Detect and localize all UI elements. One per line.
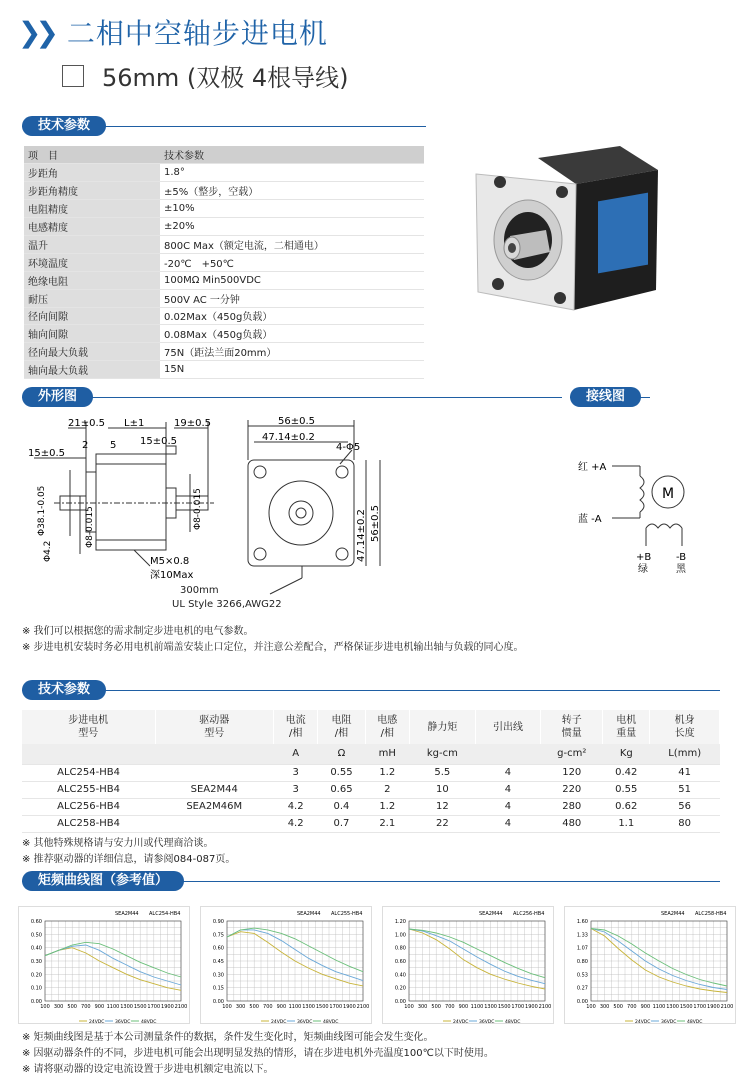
unit-cell: Kg: [603, 744, 650, 764]
spec-value: -20℃ +50℃: [160, 253, 424, 271]
column-header: 引出线: [475, 710, 541, 744]
spec-key: 径向间隙: [24, 307, 160, 325]
spec-key: 轴向间隙: [24, 325, 160, 343]
y-tick-label: 1.60: [576, 919, 588, 925]
x-tick-label: 2100: [174, 1004, 188, 1010]
torque-curve-chart: [382, 906, 554, 1024]
spec-value: 0.02Max（450g负载）: [160, 307, 424, 325]
table-cell: 0.65: [318, 781, 365, 798]
table-cell: 1.2: [365, 764, 409, 781]
x-tick-label: 1700: [693, 1004, 707, 1010]
column-header: 电机 重量: [603, 710, 650, 744]
x-tick-label: 1300: [120, 1004, 133, 1010]
dim-21: 21±0.5: [68, 418, 106, 429]
table-cell: 2: [365, 781, 409, 798]
cable-spec: UL Style 3266,AWG22: [172, 599, 282, 610]
column-header: 步进电机 型号: [22, 710, 155, 744]
chart-motor-label: ALC256-HB4: [513, 911, 545, 917]
driver-model: [155, 815, 273, 832]
y-tick-label: 0.10: [30, 985, 42, 992]
x-tick-label: 1500: [497, 1004, 511, 1010]
legend-label: 24VDC: [271, 1020, 287, 1024]
wire-bminus-label: -B: [676, 552, 687, 563]
dim-19: 19±0.5: [174, 418, 212, 429]
y-tick-label: 0.00: [30, 999, 42, 1005]
dim-depth: 深10Max: [150, 570, 194, 581]
spec-row: [24, 146, 424, 164]
spec-row: [24, 253, 424, 271]
x-tick-label: 300: [53, 1004, 64, 1010]
unit-cell: [475, 744, 541, 764]
dim-15-left: 15±0.5: [28, 448, 66, 459]
dim-56-top: 56±0.5: [278, 416, 316, 427]
table-cell: 0.42: [603, 764, 650, 781]
motor-model: ALC255-HB4: [22, 781, 155, 798]
x-tick-label: 300: [599, 1004, 610, 1010]
unit-cell: [155, 744, 273, 764]
x-tick-label: 1900: [161, 1004, 174, 1010]
spec-row: [24, 343, 424, 361]
spec-row: [24, 164, 424, 182]
table-cell: 5.5: [410, 764, 476, 781]
unit-cell: mH: [365, 744, 409, 764]
x-tick-label: 1300: [484, 1004, 497, 1010]
table-row: [22, 815, 720, 832]
x-tick-label: 900: [276, 1004, 287, 1010]
y-tick-label: 0.27: [576, 985, 588, 992]
table-cell: 480: [541, 815, 603, 832]
dim-4phi5: 4-Φ5: [336, 442, 361, 453]
x-tick-label: 300: [235, 1004, 246, 1010]
y-tick-label: 0.00: [394, 999, 406, 1005]
y-tick-label: 0.60: [30, 919, 42, 925]
y-tick-label: 0.90: [212, 919, 224, 925]
y-tick-label: 0.80: [394, 945, 406, 952]
table-cell: 2.1: [365, 815, 409, 832]
dim-15-top: 15±0.5: [140, 436, 178, 447]
unit-cell: [22, 744, 155, 764]
x-tick-label: 900: [640, 1004, 651, 1010]
legend-label: 36VDC: [479, 1020, 495, 1024]
table-cell: 3: [273, 781, 317, 798]
dim-2: 2: [82, 440, 89, 451]
note-line: ※ 步进电机安装时务必用电机前端盖安装止口定位，并注意公差配合，严格保证步进电机输出轴与负载的同心度。: [22, 642, 524, 653]
y-tick-label: 0.53: [576, 972, 588, 979]
spec-key: 项 目: [24, 146, 160, 164]
spec-key: 温升: [24, 235, 160, 253]
dim-phi38: Φ38.1-0.05: [37, 485, 47, 536]
table-cell: 1.1: [603, 815, 650, 832]
torque-curve-chart: [200, 906, 372, 1024]
table-row: [22, 798, 720, 815]
column-header: 驱动器 型号: [155, 710, 273, 744]
spec-value: 技术参数: [160, 146, 424, 164]
spec-value: 500V AC 一分钟: [160, 289, 424, 307]
unit-cell: L(mm): [650, 744, 720, 764]
spec-row: [24, 235, 424, 253]
torque-curve-chart: [564, 906, 736, 1024]
x-tick-label: 900: [94, 1004, 105, 1010]
y-tick-label: 0.40: [394, 972, 406, 979]
chart-motor-label: ALC254-HB4: [149, 911, 181, 917]
section-heading-model-table: 技术参数: [22, 680, 106, 700]
x-tick-label: 700: [263, 1004, 273, 1010]
table-cell: 41: [650, 764, 720, 781]
table-cell: 22: [410, 815, 476, 832]
legend-label: 36VDC: [297, 1020, 313, 1024]
y-tick-label: 1.33: [576, 932, 588, 939]
x-tick-label: 1500: [315, 1004, 329, 1010]
table-cell: 220: [541, 781, 603, 798]
spec-key: 电阻精度: [24, 200, 160, 218]
spec-key: 耐压: [24, 289, 160, 307]
front-view-drawing: [220, 414, 400, 614]
table-cell: 120: [541, 764, 603, 781]
x-tick-label: 1500: [133, 1004, 147, 1010]
x-tick-label: 1100: [652, 1004, 666, 1010]
note-line: ※ 其他特殊规格请与安力川或代理商洽谈。: [22, 838, 214, 849]
x-tick-label: 500: [613, 1004, 623, 1010]
spec-value: 15N: [160, 361, 424, 379]
legend-label: 24VDC: [635, 1020, 651, 1024]
x-tick-label: 500: [431, 1004, 441, 1010]
title-text: 二相中空轴步进电机: [66, 17, 328, 50]
chart-motor-label: ALC258-HB4: [695, 911, 727, 917]
spec-value: 75N（距法兰面20mm）: [160, 343, 424, 361]
x-tick-label: 2100: [538, 1004, 552, 1010]
page-title: [18, 12, 328, 52]
y-tick-label: 0.30: [30, 959, 42, 965]
x-tick-label: 1700: [329, 1004, 343, 1010]
y-tick-label: 0.80: [576, 959, 588, 965]
x-tick-label: 1900: [525, 1004, 538, 1010]
x-tick-label: 500: [249, 1004, 259, 1010]
subtitle-text: 56mm (双极 4根导线): [102, 64, 349, 92]
spec-value: ±20%: [160, 218, 424, 236]
spec-value: 0.08Max（450g负载）: [160, 325, 424, 343]
dim-phi8-right: Φ8-0.015: [193, 488, 203, 530]
legend-label: 36VDC: [115, 1020, 131, 1024]
x-tick-label: 2100: [356, 1004, 370, 1010]
unit-cell: g-cm²: [541, 744, 603, 764]
dim-thread: M5×0.8: [150, 556, 190, 567]
y-tick-label: 0.20: [30, 972, 42, 979]
section-heading-wiring: 接线图: [570, 387, 641, 407]
table-cell: 0.55: [603, 781, 650, 798]
spec-row: [24, 200, 424, 218]
x-tick-label: 1300: [666, 1004, 679, 1010]
table-cell: 4: [475, 764, 541, 781]
spec-value: ±10%: [160, 200, 424, 218]
column-header: 转子 惯量: [541, 710, 603, 744]
driver-model: SEA2M46M: [155, 798, 273, 815]
spec-key: 轴向最大负载: [24, 361, 160, 379]
column-header: 机身 长度: [650, 710, 720, 744]
spec-value: ±5%（整步，空载）: [160, 182, 424, 200]
y-tick-label: 0.00: [576, 999, 588, 1005]
unit-cell: A: [273, 744, 317, 764]
column-header: 静力矩: [410, 710, 476, 744]
y-tick-label: 0.15: [212, 985, 224, 992]
chart-drive-label: SEA2M44: [297, 911, 321, 917]
y-tick-label: 0.45: [212, 959, 224, 965]
table-cell: 4: [475, 798, 541, 815]
model-table: [22, 710, 720, 833]
table-cell: 0.62: [603, 798, 650, 815]
wire-red-label: 红 +A: [578, 462, 607, 473]
x-tick-label: 700: [445, 1004, 455, 1010]
chart-motor-label: ALC255-HB4: [331, 911, 363, 917]
legend-label: 48VDC: [687, 1020, 703, 1024]
x-tick-label: 100: [586, 1004, 596, 1010]
column-header: 电感 /相: [365, 710, 409, 744]
torque-curve-chart: [18, 906, 190, 1024]
spec-row: [24, 307, 424, 325]
table-cell: 4.2: [273, 815, 317, 832]
chart-drive-label: SEA2M44: [661, 911, 685, 917]
x-tick-label: 1900: [343, 1004, 356, 1010]
y-tick-label: 0.30: [212, 972, 224, 979]
table-cell: 10: [410, 781, 476, 798]
unit-cell: Ω: [318, 744, 365, 764]
table-cell: 3: [273, 764, 317, 781]
section-divider: [22, 397, 562, 398]
note-line: ※ 因驱动器条件的不同，步进电机可能会出现明显发热的情形，请在步进电机外壳温度100℃以下时使用。: [22, 1048, 494, 1059]
spec-value: 800C Max（额定电流，二相通电）: [160, 235, 424, 253]
driver-model: [155, 764, 273, 781]
dim-phi42: Φ4.2: [43, 540, 53, 562]
y-tick-label: 1.20: [394, 919, 406, 925]
dim-56-right: 56±0.5: [370, 504, 381, 542]
x-tick-label: 900: [458, 1004, 469, 1010]
x-tick-label: 1900: [707, 1004, 720, 1010]
spec-table: [24, 146, 424, 379]
checkbox-icon: [62, 65, 84, 87]
motor-model: ALC254-HB4: [22, 764, 155, 781]
table-cell: 4: [475, 815, 541, 832]
x-tick-label: 100: [222, 1004, 232, 1010]
x-tick-label: 1100: [288, 1004, 302, 1010]
dim-47-right: 47.14±0.2: [356, 509, 367, 562]
table-header-row: [22, 710, 720, 744]
chart-drive-label: SEA2M44: [115, 911, 139, 917]
chart-drive-label: SEA2M44: [479, 911, 503, 917]
table-cell: 1.2: [365, 798, 409, 815]
x-tick-label: 1500: [679, 1004, 693, 1010]
table-cell: 80: [650, 815, 720, 832]
spec-row: [24, 361, 424, 379]
table-cell: 56: [650, 798, 720, 815]
side-view-drawing: [24, 414, 224, 614]
motor-symbol: M: [662, 486, 675, 502]
x-tick-label: 1300: [302, 1004, 315, 1010]
table-cell: 51: [650, 781, 720, 798]
legend-label: 36VDC: [661, 1020, 677, 1024]
dim-L: L±1: [124, 418, 145, 429]
x-tick-label: 100: [404, 1004, 414, 1010]
y-tick-label: 0.60: [212, 945, 224, 952]
unit-cell: kg-cm: [410, 744, 476, 764]
table-row: [22, 781, 720, 798]
spec-value: 1.8°: [160, 164, 424, 182]
spec-value: 100MΩ Min500VDC: [160, 271, 424, 289]
section-heading-outline: 外形图: [22, 387, 93, 407]
spec-key: 步距角精度: [24, 182, 160, 200]
units-row: [22, 744, 720, 764]
spec-row: [24, 271, 424, 289]
motor-photo: [470, 140, 670, 330]
note-line: ※ 请将驱动器的设定电流设置于步进电机额定电流以下。: [22, 1064, 274, 1075]
table-cell: 0.55: [318, 764, 365, 781]
section-divider: [22, 690, 720, 691]
spec-key: 环境温度: [24, 253, 160, 271]
spec-row: [24, 325, 424, 343]
y-tick-label: 0.50: [30, 932, 42, 939]
x-tick-label: 100: [40, 1004, 50, 1010]
spec-key: 电感精度: [24, 218, 160, 236]
x-tick-label: 300: [417, 1004, 428, 1010]
table-cell: 0.7: [318, 815, 365, 832]
y-tick-label: 0.00: [212, 999, 224, 1005]
x-tick-label: 1700: [147, 1004, 161, 1010]
x-tick-label: 1100: [470, 1004, 484, 1010]
table-cell: 12: [410, 798, 476, 815]
legend-label: 24VDC: [89, 1020, 105, 1024]
column-header: 电阻 /相: [318, 710, 365, 744]
wire-black-label: 黑: [676, 564, 686, 575]
table-cell: 4.2: [273, 798, 317, 815]
legend-label: 48VDC: [141, 1020, 157, 1024]
note-line: ※ 矩频曲线图是基于本公司测量条件的数据，条件发生变化时，矩频曲线图可能会发生变化。: [22, 1032, 434, 1043]
x-tick-label: 1700: [511, 1004, 525, 1010]
motor-model: ALC256-HB4: [22, 798, 155, 815]
dim-5: 5: [110, 440, 117, 451]
table-cell: 280: [541, 798, 603, 815]
column-header: 电流 /相: [273, 710, 317, 744]
x-tick-label: 2100: [720, 1004, 734, 1010]
spec-row: [24, 218, 424, 236]
dim-phi8-left: Φ8-0.015: [85, 506, 95, 548]
spec-row: [24, 182, 424, 200]
legend-label: 48VDC: [505, 1020, 521, 1024]
legend-label: 24VDC: [453, 1020, 469, 1024]
y-tick-label: 0.40: [30, 945, 42, 952]
note-line: ※ 推荐驱动器的详细信息，请参阅084-087页。: [22, 854, 236, 865]
table-row: [22, 764, 720, 781]
x-tick-label: 1100: [106, 1004, 120, 1010]
driver-model: SEA2M44: [155, 781, 273, 798]
y-tick-label: 0.20: [394, 985, 406, 992]
table-cell: 0.4: [318, 798, 365, 815]
spec-row: [24, 289, 424, 307]
x-tick-label: 700: [627, 1004, 637, 1010]
section-heading-spec: 技术参数: [22, 116, 106, 136]
wiring-diagram: [560, 420, 740, 580]
page-subtitle: [62, 58, 349, 93]
x-tick-label: 500: [67, 1004, 77, 1010]
cable-length: 300mm: [180, 585, 219, 596]
spec-key: 径向最大负载: [24, 343, 160, 361]
x-tick-label: 700: [81, 1004, 91, 1010]
spec-key: 绝缘电阻: [24, 271, 160, 289]
y-tick-label: 1.00: [394, 932, 406, 939]
y-tick-label: 0.75: [212, 932, 224, 939]
wire-green-label: 绿: [638, 564, 648, 575]
motor-model: ALC258-HB4: [22, 815, 155, 832]
y-tick-label: 0.60: [394, 959, 406, 965]
double-chevron-icon: ❯❯: [18, 15, 53, 49]
dim-47-top: 47.14±0.2: [262, 432, 315, 443]
y-tick-label: 1.07: [576, 945, 588, 952]
legend-label: 48VDC: [323, 1020, 339, 1024]
spec-key: 步距角: [24, 164, 160, 182]
wire-bplus-label: +B: [636, 552, 652, 563]
table-cell: 4: [475, 781, 541, 798]
wire-blue-label: 蓝 -A: [578, 514, 602, 525]
note-line: ※ 我们可以根据您的需求制定步进电机的电气参数。: [22, 626, 254, 637]
section-heading-curves: 矩频曲线图（参考值）: [22, 871, 184, 891]
